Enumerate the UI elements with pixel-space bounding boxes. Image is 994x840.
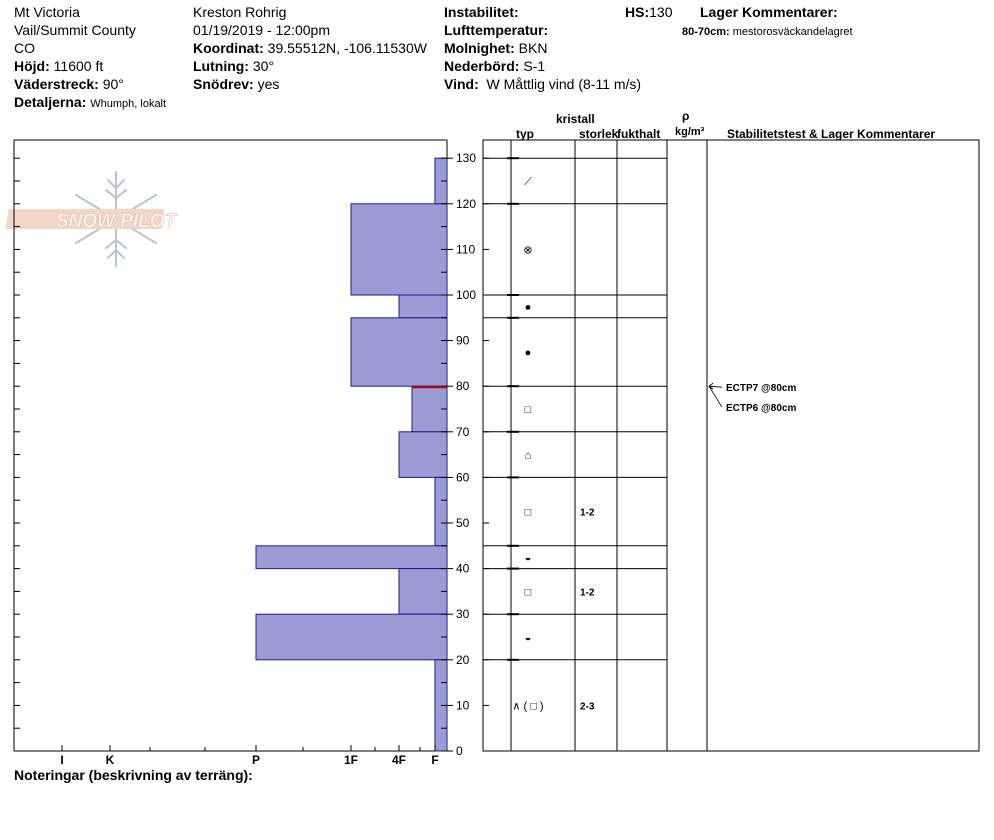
depth-label: 110 — [456, 242, 476, 257]
details-value: Whumph, lokalt — [90, 98, 167, 110]
grain-symbol: ⊗ — [523, 244, 533, 257]
stability-test-label: ECTP7 @80cm — [726, 383, 797, 395]
hardness-bar — [256, 546, 447, 569]
hardness-label: 4F — [391, 753, 407, 767]
depth-label: 20 — [456, 652, 470, 667]
elevation-label: Höjd: — [14, 58, 50, 74]
wind-label: Vind: — [444, 76, 479, 92]
grain-size-label: 1-2 — [580, 507, 595, 519]
size-labels — [580, 508, 595, 713]
depth-label: 130 — [456, 151, 477, 166]
col-crystal: kristall — [556, 112, 595, 126]
aspect-label: Väderstreck: — [14, 76, 99, 92]
drift-value: yes — [257, 76, 280, 92]
stability-tests — [709, 383, 796, 414]
col-stability: Stabilitetstest & Lager Kommentarer — [727, 127, 936, 141]
hs-value: 130 — [649, 4, 673, 20]
coord-value: 39.55512N, -106.11530W — [267, 40, 427, 56]
notes-label: Noteringar (beskrivning av terräng): — [14, 767, 253, 783]
hardness-label: I — [60, 753, 64, 767]
hardness-bar — [399, 432, 447, 478]
hardness-bar — [435, 477, 447, 545]
stability-test-leader — [709, 386, 722, 387]
observer-name: Kreston Rohrig — [193, 4, 287, 20]
grain-size-label: 1-2 — [580, 587, 595, 599]
depth-label: 120 — [456, 196, 477, 211]
wind-value: W Måttlig vind (8-11 m/s) — [486, 76, 642, 92]
col-size: storlek — [579, 127, 619, 141]
aspect-value: 90° — [102, 76, 124, 92]
grain-symbol: ◒ — [524, 552, 532, 565]
grain-symbol: ∧ ( □ ) — [512, 700, 544, 713]
depth-labels — [447, 151, 476, 758]
depth-label: 0 — [456, 744, 463, 758]
grain-symbol: □ — [524, 586, 532, 599]
depth-label: 80 — [456, 379, 470, 394]
snowflake-logo — [6, 172, 178, 266]
stability-test-leader — [709, 386, 722, 407]
depth-label: 10 — [456, 698, 470, 713]
hardness-bar — [399, 295, 447, 318]
grain-symbols — [512, 176, 543, 712]
layer-comment-text: mestorosväckandelagret — [732, 26, 853, 38]
instability-label: Instabilitet: — [444, 4, 519, 20]
cloud-value: BKN — [518, 40, 548, 56]
col-type: typ — [516, 127, 534, 141]
grain-symbol: ● — [524, 347, 532, 359]
hardness-label: F — [431, 753, 439, 767]
details-label: Detaljerna: — [14, 94, 87, 110]
logo-text: SNOW PILOT — [55, 211, 177, 232]
slope-label: Lutning: — [193, 58, 249, 74]
slope-value: 30° — [252, 58, 275, 74]
precip-value: S-1 — [523, 58, 546, 74]
col-density-unit: kg/m³ — [675, 126, 705, 138]
elevation-value: 11600 ft — [53, 58, 104, 74]
grain-symbol: □ — [524, 404, 532, 416]
airtemp-label: Lufttemperatur: — [444, 22, 549, 38]
grain-symbol: ⟋ — [524, 176, 532, 188]
stability-test-label: ECTP6 @80cm — [726, 403, 797, 415]
grain-size-label: 2-3 — [580, 701, 595, 713]
observation-datetime: 01/19/2019 - 12:00pm — [193, 22, 330, 38]
grain-symbol: □ — [524, 506, 532, 519]
grain-symbol: ⌂ — [524, 449, 532, 462]
region-name: Vail/Summit County — [14, 22, 136, 38]
depth-label: 90 — [456, 333, 470, 348]
hardness-label: 1F — [343, 753, 359, 767]
grain-symbol: ● — [524, 301, 532, 314]
depth-label: 30 — [456, 607, 470, 622]
hardness-bar — [351, 318, 447, 386]
depth-label: 60 — [456, 470, 470, 485]
hardness-bar — [399, 569, 447, 615]
hardness-bar — [256, 614, 447, 660]
depth-label: 100 — [456, 288, 477, 302]
state-name: CO — [14, 40, 35, 56]
hardness-label: K — [105, 753, 115, 767]
grain-symbol: ◒ — [524, 632, 532, 644]
hs-label: HS: — [625, 4, 650, 20]
drift-label: Snödrev: — [193, 76, 254, 92]
depth-label: 50 — [456, 516, 470, 530]
depth-label: 70 — [456, 424, 470, 439]
hardness-axis — [60, 745, 438, 767]
hardness-label: P — [251, 753, 261, 767]
col-rho: ρ — [682, 109, 690, 123]
cloud-label: Molnighet: — [444, 40, 515, 56]
layer-comments-label: Lager Kommentarer: — [700, 4, 838, 20]
depth-label: 40 — [456, 561, 470, 576]
hardness-bars — [256, 158, 447, 751]
layer-comment-depth: 80-70cm: — [682, 26, 730, 38]
col-moisture: fukthalt — [617, 127, 661, 141]
coord-label: Koordinat: — [193, 40, 264, 56]
location-name: Mt Victoria — [14, 4, 80, 20]
hardness-bar — [351, 204, 447, 295]
precip-label: Nederbörd: — [444, 58, 520, 74]
